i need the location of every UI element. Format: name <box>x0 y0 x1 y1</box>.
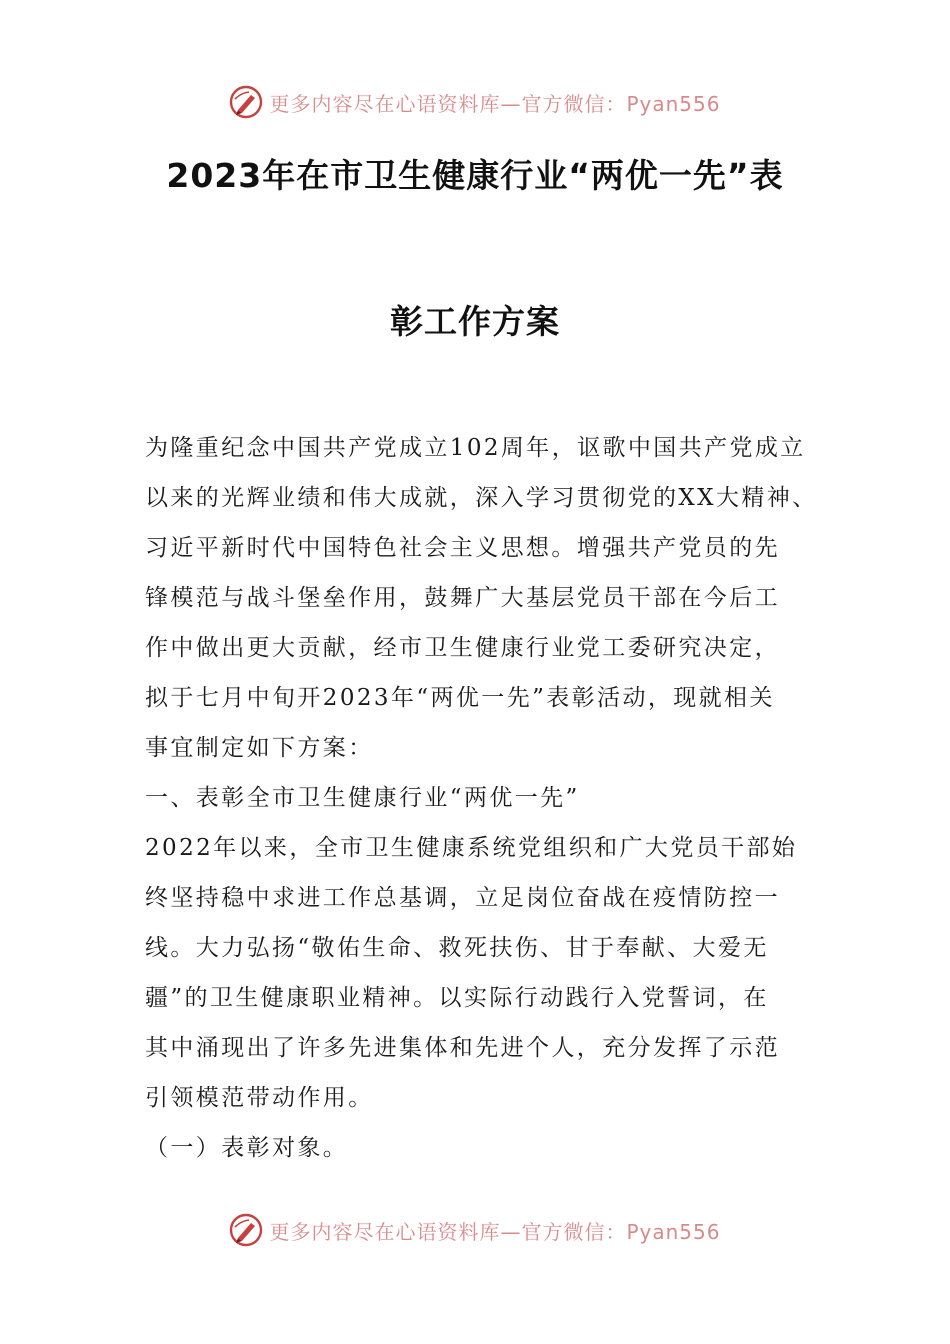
body-line: 线。大力弘扬“敬佑生命、救死扶伤、甘于奉献、大爱无 <box>145 935 769 961</box>
document-title-line-2: 彰工作方案 <box>390 302 560 341</box>
document-body <box>145 423 835 1173</box>
watermark-header <box>0 82 950 122</box>
body-line: 终坚持稳中求进工作总基调，立足岗位奋战在疫情防控一 <box>145 885 780 911</box>
subsection-heading: （一）表彰对象。 <box>145 1135 349 1161</box>
watermark-text: 更多内容尽在心语资料库—官方微信：Pyan556 <box>269 91 721 116</box>
body-line: 其中涌现出了许多先进集体和先进个人，充分发挥了示范 <box>145 1035 780 1061</box>
watermark-footer <box>0 1210 950 1250</box>
pen-logo-icon <box>229 1213 263 1247</box>
body-line: 习近平新时代中国特色社会主义思想。增强共产党员的先 <box>145 535 780 561</box>
body-line: 事宜制定如下方案： <box>145 735 374 761</box>
pen-logo-icon <box>229 85 263 119</box>
body-line: 作中做出更大贡献，经市卫生健康行业党工委研究决定， <box>145 635 780 661</box>
body-line: 疆”的卫生健康职业精神。以实际行动践行入党誓词，在 <box>145 985 769 1011</box>
body-line: 锋模范与战斗堡垒作用，鼓舞广大基层党员干部在今后工 <box>145 585 780 611</box>
document-title-line-1: 2023年在市卫生健康行业“两优一先”表 <box>166 156 784 195</box>
watermark-text: 更多内容尽在心语资料库—官方微信：Pyan556 <box>269 1219 721 1244</box>
body-line: 为隆重纪念中国共产党成立102周年，讴歌中国共产党成立 <box>145 435 806 461</box>
body-line: 以来的光辉业绩和伟大成就，深入学习贯彻党的XX大精神、 <box>145 485 818 511</box>
section-heading: 一、表彰全市卫生健康行业“两优一先” <box>145 785 580 811</box>
body-line: 拟于七月中旬开2023年“两优一先”表彰活动，现就相关 <box>145 685 775 711</box>
body-line: 2022年以来，全市卫生健康系统党组织和广大党员干部始 <box>145 835 798 861</box>
body-line: 引领模范带动作用。 <box>145 1085 374 1111</box>
